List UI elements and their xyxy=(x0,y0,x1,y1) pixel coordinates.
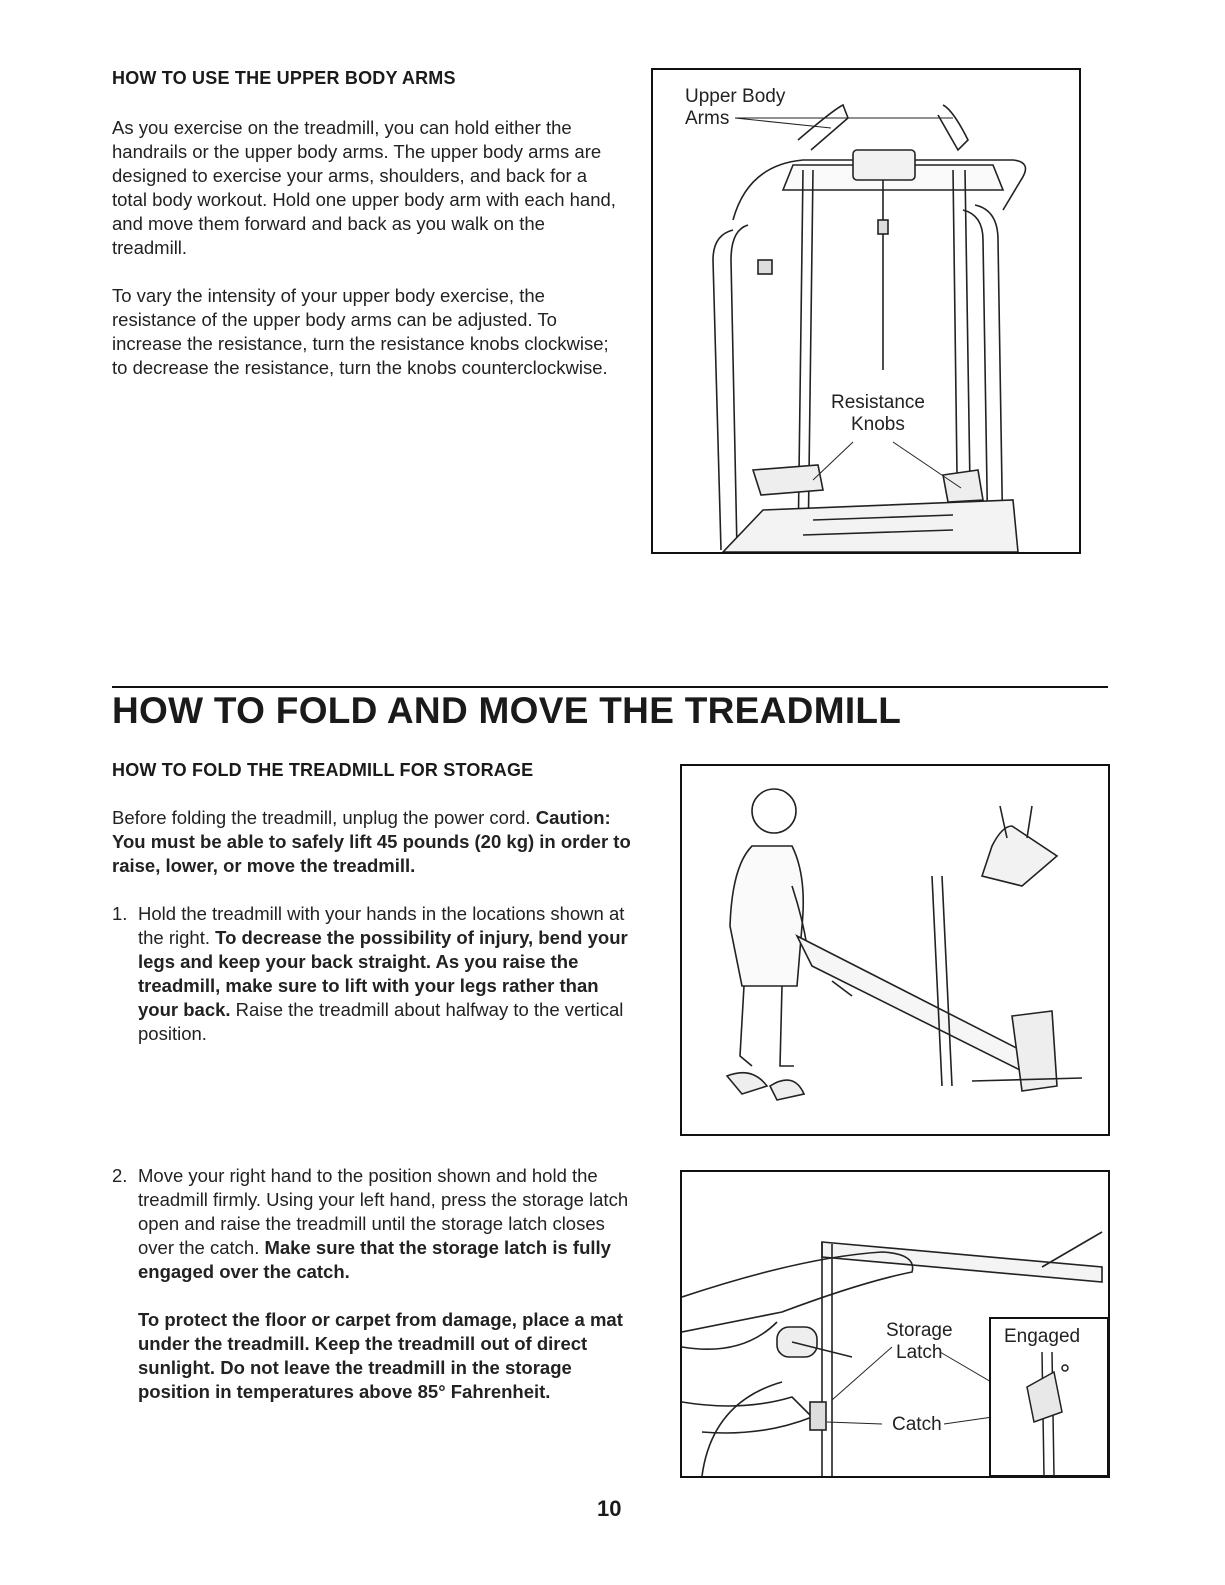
person-lifting-illustration xyxy=(682,766,1108,1134)
upper-body-label-line1: Upper Body xyxy=(685,86,786,107)
step-2-number: 2. xyxy=(112,1165,128,1186)
page-number: 10 xyxy=(597,1496,622,1521)
resistance-knobs-label-line2: Knobs xyxy=(851,414,905,435)
upper-body-arms-figure xyxy=(651,68,1081,554)
floor-protection-warning: To protect the floor or carpet from damage, place a mat under the treadmill. Keep the treadmill out of direct sunlight. Do not leave the treadmill in the storage position in temperatures above 85° Fahrenheit. xyxy=(138,1309,623,1402)
step-1-plain-2: Raise the treadmill about halfway to the vertical position. xyxy=(138,999,624,1044)
upper-arms-paragraph-2: To vary the intensity of your upper body exercise, the resistance of the upper body arms can be adjusted. To increase the resistance, turn the resistance knobs clockwise; to decrease the resistance, turn the knobs counterclockwise. xyxy=(112,285,609,378)
storage-label-line2: Latch xyxy=(896,1342,943,1363)
section-divider xyxy=(112,686,1108,688)
storage-latch-figure xyxy=(680,1170,1110,1478)
step-2-plain: Move your right hand to the position shown and hold the treadmill firmly. Using your left hand, press the storage latch open and raise the treadmill until the storage latch closes over the catch. xyxy=(138,1165,629,1258)
fold-heading: HOW TO FOLD THE TREADMILL FOR STORAGE xyxy=(112,760,534,780)
upper-arms-paragraph-1: As you exercise on the treadmill, you can hold either the handrails or the upper body arms. The upper body arms are designed to exercise your arms, shoulders, and back for a total body workout. Hold one upper body arm with each hand, and move them forward and back as you walk on the treadmill. xyxy=(112,117,616,258)
step-1-plain-1: Hold the treadmill with your hands in the locations shown at the right. xyxy=(138,903,625,948)
step-2-text xyxy=(138,1164,643,1284)
treadmill-front-illustration xyxy=(653,70,1079,552)
fold-intro xyxy=(112,806,648,878)
catch-label: Catch xyxy=(892,1414,942,1435)
upper-body-label-line2: Arms xyxy=(685,108,730,129)
engaged-label: Engaged xyxy=(1004,1326,1081,1347)
section-title: HOW TO FOLD AND MOVE THE TREADMILL xyxy=(112,690,902,731)
fold-intro-caution: Caution: You must be able to safely lift 45 pounds (20 kg) in order to raise, lower, or move the treadmill. xyxy=(112,807,631,876)
fold-intro-plain: Before folding the treadmill, unplug the power cord. xyxy=(112,807,536,828)
storage-label-line1: Storage xyxy=(886,1320,953,1341)
step-1-bold: To decrease the possibility of injury, bend your legs and keep your back straight. As you raise the treadmill, make sure to lift with your legs rather than your back. xyxy=(138,927,628,1020)
resistance-knobs-label-line1: Resistance xyxy=(831,392,925,413)
step-2-bold: Make sure that the storage latch is fully engaged over the catch. xyxy=(138,1237,611,1282)
upper-arms-heading: HOW TO USE THE UPPER BODY ARMS xyxy=(112,68,456,88)
step-1-text xyxy=(138,902,643,1046)
lifting-treadmill-figure xyxy=(680,764,1110,1136)
step-1-number: 1. xyxy=(112,903,128,924)
